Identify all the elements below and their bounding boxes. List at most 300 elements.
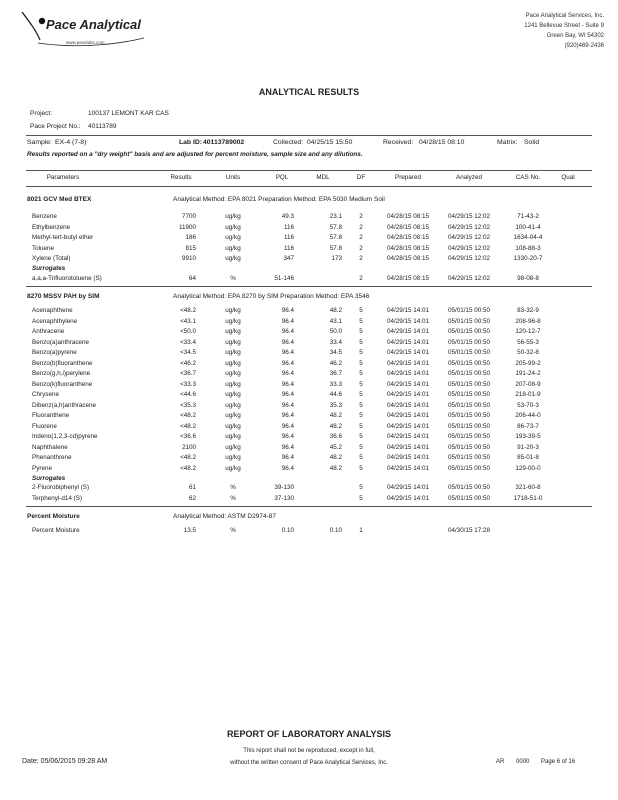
cell-df: 5 [359, 349, 363, 356]
cell-analyzed: 05/01/15 00:50 [447, 328, 491, 335]
cell-result: <48.2 [180, 454, 196, 461]
company-address [524, 11, 604, 51]
column-header-df: DF [356, 174, 366, 181]
cell-df: 5 [359, 307, 363, 314]
cell-mdl: 44.6 [329, 391, 342, 398]
cell-mdl: 33.3 [329, 380, 342, 388]
cell-analyzed: 05/01/15 00:50 [447, 338, 491, 346]
report-date: Date: 05/06/2015 09:28 AM [22, 758, 108, 765]
cell-prepared: 04/29/15 14:01 [386, 359, 430, 367]
collected-label: Collected: [273, 139, 304, 146]
cell-analyzed: 05/01/15 00:50 [447, 359, 491, 367]
cell-parameter: Naphthalene [32, 443, 68, 451]
cell-units: % [230, 484, 236, 491]
cell-mdl: 48.2 [329, 412, 342, 419]
lab-id-value: 40113789002 [203, 139, 245, 146]
cell-mdl: 36.7 [329, 370, 342, 377]
cell-prepared: 04/29/15 14:01 [386, 494, 430, 502]
cell-result: <48.2 [180, 412, 196, 419]
cell-analyzed: 05/01/15 00:50 [447, 380, 491, 388]
column-header-prepared: Prepared [395, 174, 421, 181]
cell-result: <48.2 [180, 422, 196, 430]
cell-result: 11900 [178, 223, 196, 231]
cell-analyzed: 04/30/15 17:28 [447, 527, 491, 534]
footer-disclaimer [0, 745, 618, 769]
cell-units: ug/kg [225, 412, 241, 419]
cell-pql: 96.4 [281, 443, 294, 451]
cell-result: <50.0 [180, 328, 196, 335]
cell-df: 2 [359, 234, 363, 241]
cell-prepared: 04/28/15 08:15 [386, 213, 430, 220]
cell-pql: 96.4 [281, 422, 294, 430]
cell-mdl: 48.2 [329, 422, 342, 430]
cell-prepared: 04/29/15 14:01 [386, 422, 430, 430]
cell-pql: 96.4 [281, 464, 294, 472]
cell-units: ug/kg [225, 255, 241, 262]
matrix-value: Solid [524, 139, 540, 146]
cell-result: 13.5 [183, 527, 196, 534]
cell-prepared: 04/29/15 14:01 [386, 401, 430, 409]
cell-cas-no: 83-32-9 [517, 307, 539, 314]
cell-parameter: Benzene [32, 213, 57, 220]
cell-analyzed: 05/01/15 00:50 [447, 454, 491, 461]
section-name: Percent Moisture [27, 513, 80, 520]
cell-units: % [230, 527, 236, 534]
cell-analyzed: 05/01/15 00:50 [447, 494, 491, 502]
cell-units: ug/kg [225, 454, 241, 461]
cell-result: <48.2 [180, 464, 196, 472]
table-row [0, 307, 618, 318]
cell-parameter: Fluoranthene [32, 412, 70, 419]
cell-prepared: 04/28/15 08:15 [386, 274, 430, 282]
cell-result: <48.2 [180, 307, 196, 314]
cell-df: 5 [359, 380, 363, 388]
cell-pql: 96.4 [281, 380, 294, 388]
cell-parameter: 2-Fluorobiphenyl (S) [32, 484, 90, 491]
cell-df: 2 [359, 274, 363, 282]
table-row [0, 495, 618, 506]
footer-title: REPORT OF LABORATORY ANALYSIS [226, 729, 392, 739]
cell-mdl: 48.2 [329, 307, 342, 314]
cell-cas-no: 50-32-8 [517, 349, 539, 356]
cell-units: ug/kg [225, 370, 241, 377]
cell-df: 5 [359, 317, 363, 325]
footer-line: This report shall not be reproduced, except in full, [243, 748, 375, 754]
surrogates-label-text: Surrogates [32, 474, 66, 482]
cell-cas-no: 129-00-0 [515, 464, 541, 472]
cell-mdl: 35.3 [329, 401, 342, 409]
cell-parameter: Acenaphthylene [32, 317, 78, 325]
table-row [0, 444, 618, 455]
cell-cas-no: 71-43-2 [517, 213, 539, 220]
cell-result: <43.1 [180, 317, 196, 325]
table-row [0, 454, 618, 465]
table-row [0, 213, 618, 224]
divider [26, 135, 592, 136]
cell-analyzed: 04/29/15 12:02 [447, 213, 491, 220]
cell-units: ug/kg [225, 401, 241, 409]
cell-mdl: 43.1 [329, 317, 342, 325]
cell-cas-no: 208-96-8 [515, 317, 541, 325]
cell-df: 5 [359, 370, 363, 377]
cell-result: 64 [188, 274, 196, 282]
cell-mdl: 46.2 [329, 359, 342, 367]
table-row [0, 381, 618, 392]
cell-df: 5 [359, 454, 363, 461]
table-row [0, 328, 618, 339]
cell-parameter: Indeno(1,2,3-cd)pyrene [32, 433, 98, 440]
cell-mdl: 33.4 [329, 338, 342, 346]
cell-prepared: 04/28/15 08:15 [386, 244, 430, 252]
cell-mdl: 57.8 [329, 244, 342, 252]
cell-df: 5 [359, 401, 363, 409]
cell-pql: 37-130 [274, 494, 294, 502]
cell-cas-no: 120-12-7 [515, 328, 541, 335]
cell-units: ug/kg [225, 213, 241, 220]
cell-mdl: 34.5 [329, 349, 342, 356]
cell-prepared: 04/29/15 14:01 [386, 412, 430, 419]
cell-result: 9910 [181, 255, 196, 262]
cell-result: <46.2 [180, 359, 196, 367]
project-line [30, 110, 169, 117]
pace-project-line [30, 123, 117, 130]
cell-df: 2 [359, 223, 363, 231]
cell-prepared: 04/29/15 14:01 [386, 433, 430, 440]
cell-analyzed: 04/29/15 12:02 [447, 255, 491, 262]
cell-analyzed: 04/29/15 12:02 [447, 223, 491, 231]
cell-pql: 96.4 [281, 349, 294, 356]
cell-mdl: 45.2 [329, 443, 342, 451]
cell-df: 5 [359, 464, 363, 472]
cell-result: 7700 [181, 213, 196, 220]
project-label: Project: [30, 110, 53, 117]
table-row [0, 370, 618, 381]
cell-prepared: 04/29/15 14:01 [386, 464, 430, 472]
sample-value: EX-4 (7-8) [55, 139, 87, 146]
cell-parameter: Anthracene [32, 328, 65, 335]
cell-parameter: Percent Moisture [32, 527, 80, 534]
cell-units: ug/kg [225, 433, 241, 440]
cell-pql: 39-130 [274, 484, 294, 491]
cell-units: ug/kg [225, 223, 241, 231]
table-row [0, 318, 618, 329]
cell-analyzed: 05/01/15 00:50 [447, 401, 491, 409]
column-header-mdl: MDL [316, 174, 330, 181]
cell-units: ug/kg [225, 338, 241, 346]
cell-pql: 51-146 [274, 274, 294, 282]
cell-df: 2 [359, 255, 363, 262]
cell-df: 5 [359, 328, 363, 335]
cell-cas-no: 91-20-3 [517, 443, 539, 451]
cell-analyzed: 05/01/15 00:50 [447, 422, 491, 430]
cell-prepared: 04/29/15 14:01 [386, 484, 430, 491]
cell-cas-no: 191-24-2 [515, 370, 541, 377]
cell-df: 5 [359, 422, 363, 430]
logo-text: Pace Analytical [46, 17, 141, 32]
cell-prepared: 04/29/15 14:01 [386, 454, 430, 461]
cell-units: ug/kg [225, 349, 241, 356]
cell-analyzed: 05/01/15 00:50 [447, 349, 491, 356]
cell-df: 5 [359, 484, 363, 491]
cell-analyzed: 04/29/15 12:02 [447, 234, 491, 241]
received-label: Received: [383, 139, 414, 146]
section-name: 8270 MSSV PAH by SIM [27, 293, 100, 300]
table-row [0, 484, 618, 495]
cell-result: 2100 [181, 443, 196, 451]
cell-pql: 96.4 [281, 370, 294, 377]
cell-mdl: 48.2 [329, 464, 342, 472]
cell-cas-no: 1634-04-4 [513, 234, 543, 241]
footer-mark: AR [496, 759, 505, 765]
cell-pql: 96.4 [281, 338, 294, 346]
cell-result: 815 [185, 244, 196, 252]
cell-pql: 96.4 [281, 359, 294, 367]
cell-prepared: 04/29/15 14:01 [386, 391, 430, 398]
section-method: Analytical Method: EPA 8270 by SIM Preparation Method: EPA 3546 [173, 293, 370, 300]
divider [26, 286, 592, 287]
cell-parameter: Benzo(k)fluoranthene [32, 380, 93, 388]
column-header-pql: PQL [275, 174, 289, 181]
cell-pql: 49.3 [281, 213, 294, 220]
cell-df: 5 [359, 412, 363, 419]
cell-pql: 96.4 [281, 412, 294, 419]
cell-parameter: Phenanthrene [32, 454, 72, 461]
page-footer [496, 759, 585, 765]
cell-prepared: 04/29/15 14:01 [386, 307, 430, 314]
address-line: Green Bay, WI 54302 [546, 33, 604, 39]
table-row [0, 527, 618, 538]
cell-cas-no: 98-08-8 [517, 274, 539, 282]
cell-result: <35.3 [180, 401, 196, 409]
cell-units: % [230, 494, 236, 502]
cell-mdl: 23.1 [329, 213, 342, 220]
cell-units: ug/kg [225, 443, 241, 451]
cell-mdl: 0.10 [329, 527, 342, 534]
cell-cas-no: 207-08-9 [515, 380, 541, 388]
cell-df: 2 [359, 213, 363, 220]
cell-cas-no: 100-41-4 [515, 223, 541, 231]
table-row [0, 391, 618, 402]
matrix-label: Matrix: [497, 139, 518, 146]
cell-result: 61 [188, 484, 196, 491]
cell-cas-no: 193-39-5 [515, 433, 541, 440]
cell-parameter: Benzo(a)pyrene [32, 349, 77, 356]
cell-parameter: Chrysene [32, 391, 59, 398]
project-value: 100137 LEMONT KAR CAS [88, 110, 169, 117]
cell-mdl: 57.8 [329, 234, 342, 241]
cell-df: 5 [359, 433, 363, 440]
cell-units: % [230, 274, 236, 282]
divider [26, 170, 592, 171]
cell-parameter: Pyrene [32, 464, 52, 472]
cell-prepared: 04/29/15 14:01 [386, 370, 430, 377]
footer-line: without the written consent of Pace Analytical Services, Inc. [230, 760, 388, 766]
cell-units: ug/kg [225, 328, 241, 335]
weight-note: Results reported on a "dry weight" basis and are adjusted for percent moisture, sample size and any dilutions. [27, 151, 363, 158]
cell-mdl: 57.8 [329, 223, 342, 231]
cell-prepared: 04/29/15 14:01 [386, 338, 430, 346]
cell-parameter: Fluorene [32, 422, 57, 430]
cell-units: ug/kg [225, 391, 241, 398]
cell-parameter: Dibenz(a,h)anthracene [32, 401, 97, 409]
cell-parameter: Benzo(b)fluoranthene [32, 359, 93, 367]
address-line: Pace Analytical Services, Inc. [525, 13, 604, 19]
logo-dot-icon [39, 18, 45, 24]
column-header-analyzed: Analyzed [456, 174, 482, 181]
received-value: 04/28/15 08:10 [419, 139, 465, 146]
cell-units: ug/kg [225, 422, 241, 430]
table-row [0, 339, 618, 350]
cell-parameter: Ethylbenzene [32, 223, 71, 231]
cell-parameter: Acenaphthene [32, 307, 73, 314]
cell-cas-no: 86-73-7 [517, 422, 539, 430]
logo-website: www.pacelabs.com [66, 40, 105, 45]
table-row [0, 245, 618, 256]
collected-value: 04/25/15 15:50 [307, 139, 353, 146]
section-method: Analytical Method: EPA 8021 Preparation Method: EPA 5030 Medium Soil [173, 196, 385, 203]
cell-pql: 116 [283, 244, 294, 252]
column-header-cas-no: CAS No. [515, 174, 541, 181]
column-header [0, 174, 618, 185]
cell-cas-no: 85-01-8 [517, 454, 539, 461]
cell-cas-no: 1718-51-0 [513, 494, 543, 502]
divider [26, 186, 592, 187]
cell-cas-no: 1330-20-7 [513, 255, 543, 262]
cell-cas-no: 108-88-3 [515, 244, 541, 252]
cell-cas-no: 321-60-8 [515, 484, 541, 491]
cell-analyzed: 05/01/15 00:50 [447, 370, 491, 377]
table-row [0, 423, 618, 434]
column-header-qual: Qual [561, 174, 575, 181]
cell-df: 5 [359, 338, 363, 346]
cell-cas-no: 53-70-3 [517, 401, 539, 409]
table-row [0, 412, 618, 423]
cell-df: 5 [359, 391, 363, 398]
sample-label: Sample: [27, 139, 52, 146]
column-header-result: Results [170, 174, 192, 181]
section-name: 8021 GCV Med BTEX [27, 196, 92, 203]
cell-units: ug/kg [225, 380, 241, 388]
cell-units: ug/kg [225, 307, 241, 314]
column-header-parameter: Parameters [46, 174, 80, 181]
table-row [0, 360, 618, 371]
cell-result: <36.6 [180, 433, 196, 440]
cell-cas-no: 218-01-9 [515, 391, 541, 398]
cell-analyzed: 05/01/15 00:50 [447, 443, 491, 451]
cell-units: ug/kg [225, 244, 241, 252]
cell-analyzed: 04/29/15 12:02 [447, 274, 491, 282]
cell-mdl: 48.2 [329, 454, 342, 461]
cell-units: ug/kg [225, 464, 241, 472]
cell-prepared: 04/28/15 08:15 [386, 223, 430, 231]
table-row [0, 349, 618, 360]
cell-mdl: 36.6 [329, 433, 342, 440]
cell-df: 1 [359, 527, 363, 534]
lab-id-label: Lab ID: [179, 139, 203, 146]
cell-df: 5 [359, 359, 363, 367]
cell-pql: 96.4 [281, 391, 294, 398]
cell-result: <34.5 [180, 349, 196, 356]
cell-result: <44.6 [180, 391, 196, 398]
cell-analyzed: 04/29/15 12:02 [447, 244, 491, 252]
cell-parameter: Methyl-tert-butyl ether [32, 234, 94, 241]
cell-pql: 347 [283, 255, 294, 262]
cell-analyzed: 05/01/15 00:50 [447, 433, 491, 440]
cell-mdl: 50.0 [329, 328, 342, 335]
pace-project-value: 40113789 [88, 123, 117, 130]
cell-analyzed: 05/01/15 00:50 [447, 391, 491, 398]
cell-pql: 96.4 [281, 433, 294, 440]
cell-cas-no: 205-99-2 [515, 359, 541, 367]
page-number: Page 6 of 16 [541, 759, 576, 765]
cell-units: ug/kg [225, 359, 241, 367]
cell-prepared: 04/28/15 08:15 [386, 234, 430, 241]
cell-result: 186 [185, 234, 196, 241]
cell-mdl: 173 [331, 255, 342, 262]
cell-prepared: 04/29/15 14:01 [386, 317, 430, 325]
cell-pql: 96.4 [281, 401, 294, 409]
table-row [0, 275, 618, 286]
cell-units: ug/kg [225, 317, 241, 325]
table-row [0, 234, 618, 245]
cell-result: 62 [188, 494, 196, 502]
address-line: 1241 Bellevue Street - Suite 9 [524, 23, 604, 29]
cell-cas-no: 206-44-0 [515, 412, 541, 419]
cell-prepared: 04/29/15 14:01 [386, 328, 430, 335]
footer-mark: 0000 [516, 759, 530, 765]
cell-units: ug/kg [225, 234, 241, 241]
cell-pql: 96.4 [281, 317, 294, 325]
cell-pql: 96.4 [281, 328, 294, 335]
section-method: Analytical Method: ASTM D2974-87 [173, 513, 276, 520]
pace-project-label: Pace Project No.: [30, 123, 81, 130]
cell-prepared: 04/29/15 14:01 [386, 443, 430, 451]
cell-pql: 116 [283, 234, 294, 241]
cell-analyzed: 05/01/15 00:50 [447, 484, 491, 491]
cell-df: 2 [359, 244, 363, 252]
cell-analyzed: 05/01/15 00:50 [447, 464, 491, 472]
divider [26, 506, 592, 507]
column-header-units: Units [225, 174, 241, 181]
cell-pql: 0.10 [281, 527, 294, 534]
cell-result: <33.3 [180, 380, 196, 388]
cell-analyzed: 05/01/15 00:50 [447, 307, 491, 314]
cell-result: <33.4 [180, 338, 196, 346]
table-row [0, 224, 618, 235]
cell-df: 5 [359, 443, 363, 451]
cell-pql: 116 [283, 223, 294, 231]
cell-pql: 96.4 [281, 307, 294, 314]
cell-df: 5 [359, 494, 363, 502]
cell-parameter: Xylene (Total) [32, 255, 71, 262]
table-row [0, 402, 618, 413]
cell-prepared: 04/29/15 14:01 [386, 380, 430, 388]
cell-analyzed: 05/01/15 00:50 [447, 412, 491, 419]
cell-prepared: 04/28/15 08:15 [386, 255, 430, 262]
cell-analyzed: 05/01/15 00:50 [447, 317, 491, 325]
cell-parameter: Benzo(g,h,i)perylene [32, 370, 91, 377]
address-line: (920)469-2436 [564, 43, 604, 49]
cell-prepared: 04/29/15 14:01 [386, 349, 430, 356]
cell-pql: 96.4 [281, 454, 294, 461]
cell-parameter: Terphenyl-d14 (S) [32, 494, 83, 502]
cell-parameter: Toluene [32, 244, 55, 252]
surrogates-label-text: Surrogates [32, 265, 66, 272]
cell-parameter: Benzo(a)anthracene [32, 338, 90, 346]
page-title: ANALYTICAL RESULTS [258, 87, 360, 97]
cell-result: <36.7 [180, 370, 196, 377]
table-row [0, 433, 618, 444]
